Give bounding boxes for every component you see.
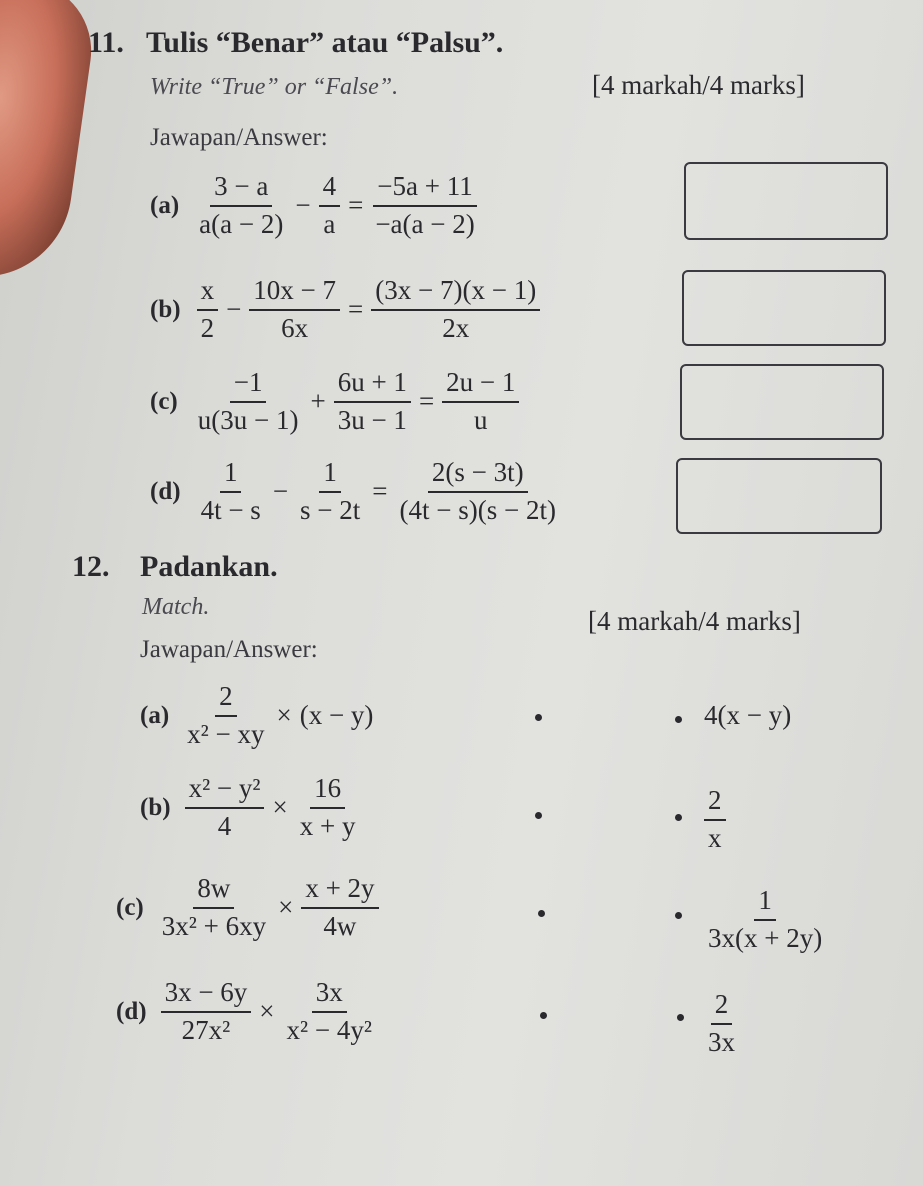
numerator: x² − y² <box>185 774 265 809</box>
equals-sign: = <box>348 190 364 221</box>
item-label: (a) <box>140 701 170 729</box>
equals-sign: = <box>348 294 364 325</box>
numerator: −1 <box>230 368 267 403</box>
question-12-number: 12. <box>72 550 110 583</box>
match-dot-left-b[interactable] <box>535 812 542 819</box>
denominator: s − 2t <box>300 494 361 525</box>
numerator: 3 − a <box>210 172 272 207</box>
question-11-number: 11. <box>88 26 124 59</box>
fraction <box>197 276 219 343</box>
q12-left-c <box>116 874 383 941</box>
numerator: 1 <box>754 886 776 921</box>
match-dot-right-4[interactable] <box>677 1014 684 1021</box>
numerator: 2 <box>704 786 726 821</box>
match-dot-left-d[interactable] <box>540 1012 547 1019</box>
numerator: 2u − 1 <box>442 368 519 403</box>
denominator: x <box>708 822 722 853</box>
item-label: (b) <box>140 793 171 821</box>
item-label: (b) <box>150 295 181 323</box>
denominator: 3u − 1 <box>337 404 407 435</box>
q11-item-d <box>150 458 564 525</box>
operator: − <box>226 294 242 325</box>
numerator: −5a + 11 <box>373 172 476 207</box>
q12-left-a <box>140 682 377 749</box>
q11-item-a <box>150 172 483 239</box>
numerator: 16 <box>310 774 345 809</box>
denominator: 3x <box>708 1026 735 1057</box>
denominator: 6x <box>281 312 309 343</box>
match-dot-right-1[interactable] <box>675 716 682 723</box>
match-dot-left-a[interactable] <box>535 714 542 721</box>
fraction <box>319 172 341 239</box>
q11-item-b <box>150 276 544 343</box>
fraction <box>185 774 265 841</box>
question-12-title: Padankan. <box>140 550 278 583</box>
fraction <box>371 172 478 239</box>
denominator: 2x <box>442 312 470 343</box>
numerator: 3x <box>312 978 347 1013</box>
numerator: 2(s − 3t) <box>428 458 528 493</box>
fraction <box>249 276 340 343</box>
numerator: 6u + 1 <box>334 368 411 403</box>
question-11-title: Tulis “Benar” atau “Palsu”. <box>146 26 504 59</box>
denominator: x² − xy <box>187 718 265 749</box>
q12-left-d <box>116 978 380 1045</box>
fraction <box>283 978 376 1045</box>
question-12-marks: [4 markah/4 marks] <box>588 606 801 636</box>
item-label: (d) <box>150 477 181 505</box>
question-11-answer-label: Jawapan/Answer: <box>150 124 328 151</box>
operator: − <box>295 190 311 221</box>
fraction <box>334 368 411 435</box>
question-12-answer-label: Jawapan/Answer: <box>140 636 318 663</box>
factor: (x − y) <box>299 700 374 731</box>
numerator: 1 <box>220 458 242 493</box>
denominator: −a(a − 2) <box>375 208 475 239</box>
fraction <box>296 458 364 525</box>
denominator: x + y <box>299 810 356 841</box>
match-dot-left-c[interactable] <box>538 910 545 917</box>
denominator: 4 <box>217 810 232 841</box>
times-sign: × <box>272 792 288 823</box>
q12-right-1: 4(x − y) <box>704 700 792 730</box>
fraction <box>704 990 739 1057</box>
answer-box-11b[interactable] <box>682 270 886 346</box>
times-sign: × <box>278 892 294 923</box>
equals-sign: = <box>372 476 388 507</box>
denominator: u(3u − 1) <box>197 404 299 435</box>
fraction <box>704 886 826 953</box>
denominator: x² − 4y² <box>286 1014 372 1045</box>
times-sign: × <box>259 996 275 1027</box>
fraction <box>301 874 378 941</box>
q12-right-3 <box>700 886 830 953</box>
denominator: a <box>323 208 336 239</box>
denominator: (4t − s)(s − 2t) <box>399 494 556 525</box>
numerator: 10x − 7 <box>249 276 340 311</box>
operator: − <box>272 476 289 507</box>
denominator: 2 <box>200 312 215 343</box>
fraction <box>195 172 287 239</box>
fraction <box>704 786 726 853</box>
item-label: (a) <box>150 191 180 219</box>
fraction <box>161 978 252 1045</box>
q12-right-2 <box>700 786 730 853</box>
equals-sign: = <box>418 386 435 417</box>
operator: + <box>310 386 326 417</box>
denominator: a(a − 2) <box>199 208 284 239</box>
fraction <box>371 276 540 343</box>
q11-item-c <box>150 368 523 435</box>
answer-box-11c[interactable] <box>680 364 884 440</box>
answer-box-11a[interactable] <box>684 162 888 240</box>
denominator: u <box>474 404 488 435</box>
numerator: 3x − 6y <box>161 978 252 1013</box>
item-label: (c) <box>150 387 178 415</box>
question-11-subtitle: Write “True” or “False”. <box>150 74 399 100</box>
numerator: (3x − 7)(x − 1) <box>371 276 540 311</box>
q12-left-b <box>140 774 363 841</box>
denominator: 27x² <box>181 1014 231 1045</box>
denominator: 4w <box>323 910 357 941</box>
fraction <box>396 458 560 525</box>
fraction <box>194 368 303 435</box>
question-11-marks: [4 markah/4 marks] <box>592 70 805 100</box>
times-sign: × <box>276 700 292 731</box>
fraction <box>296 774 360 841</box>
question-12-subtitle: Match. <box>142 594 210 620</box>
item-label: (c) <box>116 893 144 921</box>
fraction <box>442 368 519 435</box>
q12-right-4 <box>700 990 743 1057</box>
match-dot-right-2[interactable] <box>675 814 682 821</box>
numerator: x + 2y <box>301 874 378 909</box>
fraction <box>183 682 268 749</box>
denominator: 3x(x + 2y) <box>708 922 823 953</box>
fraction <box>197 458 265 525</box>
item-label: (d) <box>116 997 147 1025</box>
numerator: 2 <box>711 990 733 1025</box>
denominator: 3x² + 6xy <box>161 910 267 941</box>
match-dot-right-3[interactable] <box>675 912 682 919</box>
numerator: 4 <box>319 172 341 207</box>
numerator: 2 <box>215 682 237 717</box>
numerator: x <box>197 276 219 311</box>
answer-box-11d[interactable] <box>676 458 882 534</box>
fraction <box>158 874 270 941</box>
numerator: 8w <box>193 874 234 909</box>
denominator: 4t − s <box>200 494 261 525</box>
numerator: 1 <box>319 458 341 493</box>
